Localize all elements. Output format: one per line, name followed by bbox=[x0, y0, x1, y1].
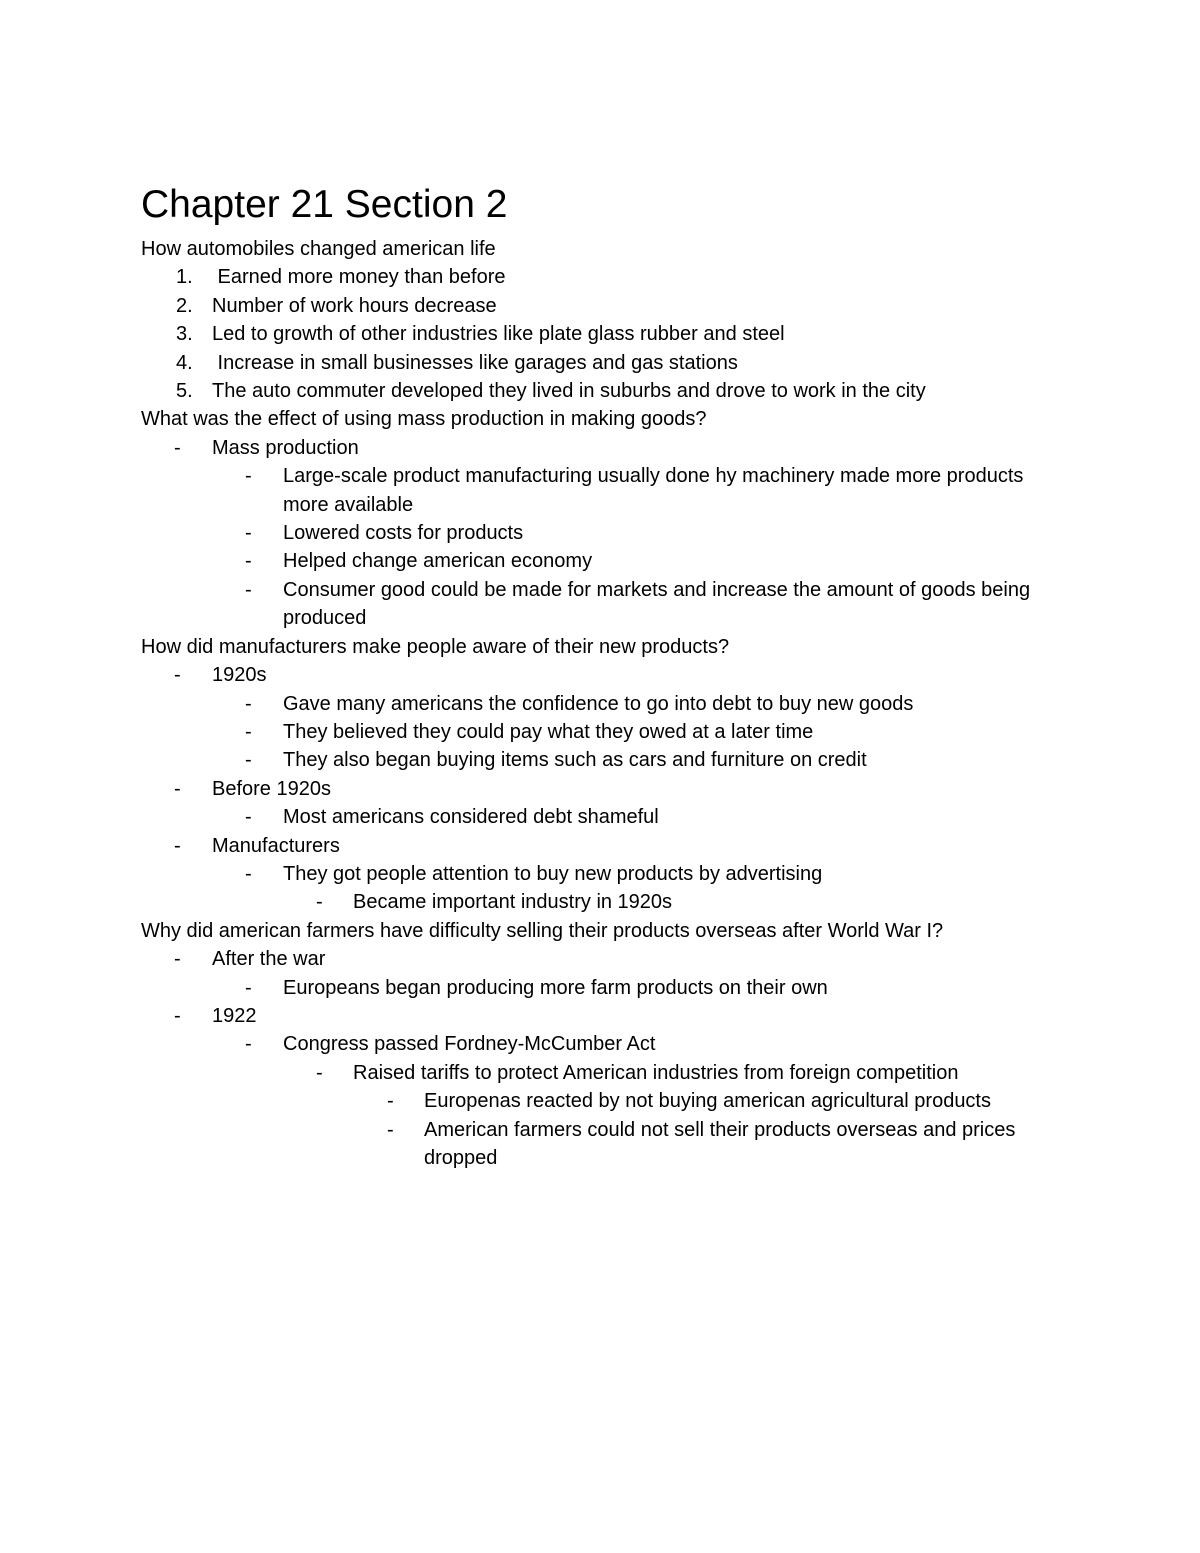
list-item-text: Manufacturers bbox=[212, 834, 340, 857]
list-number: 2. bbox=[176, 294, 193, 317]
list-item-text: They believed they could pay what they owed at a later time bbox=[283, 720, 814, 743]
bullet-dash: - bbox=[316, 1061, 323, 1084]
bullet-dash: - bbox=[245, 806, 252, 829]
list-item-text: Lowered costs for products bbox=[283, 522, 524, 545]
bullet-list-item bbox=[141, 1030, 1101, 1058]
bullet-list-item bbox=[141, 860, 1101, 888]
bullet-list-item bbox=[141, 547, 1101, 575]
list-item-text: Why did american farmers have difficulty selling their products overseas after World War I? bbox=[141, 919, 944, 942]
list-item-text: Before 1920s bbox=[212, 777, 331, 800]
bullet-list-item bbox=[141, 576, 1101, 633]
list-number: 3. bbox=[176, 323, 193, 346]
list-item-text: Consumer good could be made for markets and increase the amount of goods being produced bbox=[283, 578, 1031, 630]
bullet-dash: - bbox=[174, 436, 181, 459]
list-item-text: After the war bbox=[212, 948, 326, 971]
list-item-text: 1922 bbox=[212, 1004, 257, 1027]
bullet-list-item bbox=[141, 803, 1101, 831]
bullet-list-item bbox=[141, 832, 1101, 860]
list-item-text: How automobiles changed american life bbox=[141, 238, 496, 260]
list-item-text: The auto commuter developed they lived in suburbs and drove to work in the city bbox=[212, 380, 926, 403]
list-item-text: Mass production bbox=[212, 436, 359, 459]
bullet-dash: - bbox=[245, 720, 252, 743]
bullet-dash: - bbox=[245, 692, 252, 715]
list-item-text: Large-scale product manufacturing usually done hy machinery made more products more available bbox=[283, 465, 1024, 516]
list-item-text: Gave many americans the confidence to go into debt to buy new goods bbox=[283, 692, 914, 715]
list-item-text: They got people attention to buy new products by advertising bbox=[283, 862, 823, 885]
list-item-text: How did manufacturers make people aware of their new products? bbox=[141, 635, 730, 658]
list-number: 1. bbox=[176, 266, 193, 289]
bullet-list-item bbox=[141, 775, 1101, 803]
list-number: 5. bbox=[176, 380, 193, 403]
bullet-dash: - bbox=[174, 1004, 181, 1027]
bullet-dash: - bbox=[245, 749, 252, 772]
list-item-text: Congress passed Fordney-McCumber Act bbox=[283, 1033, 656, 1056]
list-item-text: Raised tariffs to protect American industries from foreign competition bbox=[353, 1061, 959, 1084]
list-item-text: Increase in small businesses like garages and gas stations bbox=[212, 351, 738, 374]
question-heading bbox=[141, 405, 1101, 433]
bullet-dash: - bbox=[174, 948, 181, 971]
list-number: 4. bbox=[176, 351, 193, 374]
document-page bbox=[141, 0, 1101, 1553]
bullet-list-item bbox=[141, 1087, 1101, 1115]
numbered-list-item bbox=[141, 349, 1101, 377]
bullet-dash: - bbox=[245, 976, 252, 999]
question-heading bbox=[141, 633, 1101, 661]
bullet-list-item bbox=[141, 1002, 1101, 1030]
bullet-dash: - bbox=[245, 550, 252, 573]
list-item-text: Number of work hours decrease bbox=[212, 294, 497, 317]
numbered-list-item bbox=[141, 377, 1101, 405]
bullet-list-item bbox=[141, 434, 1101, 462]
bullet-list-item bbox=[141, 690, 1101, 718]
numbered-list-item bbox=[141, 292, 1101, 320]
bullet-dash: - bbox=[245, 862, 252, 885]
bullet-list-item bbox=[141, 945, 1101, 973]
list-item-text: Most americans considered debt shameful bbox=[283, 806, 659, 829]
numbered-list-item bbox=[141, 320, 1101, 348]
bullet-dash: - bbox=[245, 1033, 252, 1056]
notes-content bbox=[141, 235, 1101, 1172]
bullet-dash: - bbox=[245, 578, 252, 601]
bullet-list-item bbox=[141, 746, 1101, 774]
list-item-text: They also began buying items such as cars and furniture on credit bbox=[283, 749, 867, 772]
list-item-text: Helped change american economy bbox=[283, 550, 593, 573]
bullet-dash: - bbox=[316, 891, 323, 914]
bullet-dash: - bbox=[174, 664, 181, 687]
list-item-text: Europeans began producing more farm products on their own bbox=[283, 976, 828, 999]
numbered-list-item bbox=[141, 263, 1101, 291]
list-item-text: Earned more money than before bbox=[212, 266, 506, 289]
bullet-dash: - bbox=[245, 522, 252, 545]
bullet-dash: - bbox=[387, 1118, 394, 1141]
bullet-list-item bbox=[141, 661, 1101, 689]
bullet-list-item bbox=[141, 1116, 1101, 1173]
bullet-list-item bbox=[141, 462, 1101, 519]
bullet-list-item bbox=[141, 718, 1101, 746]
bullet-list-item bbox=[141, 974, 1101, 1002]
page-title: Chapter 21 Section 2 bbox=[141, 183, 508, 226]
question-heading bbox=[141, 917, 1101, 945]
bullet-list-item bbox=[141, 888, 1101, 916]
bullet-dash: - bbox=[174, 834, 181, 857]
list-item-text: Led to growth of other industries like plate glass rubber and steel bbox=[212, 323, 785, 346]
bullet-list-item bbox=[141, 1059, 1101, 1087]
bullet-list-item bbox=[141, 519, 1101, 547]
list-item-text: Became important industry in 1920s bbox=[353, 891, 673, 914]
list-item-text: 1920s bbox=[212, 664, 267, 687]
list-item-text: What was the effect of using mass production in making goods? bbox=[141, 408, 707, 431]
list-item-text: Europenas reacted by not buying american agricultural products bbox=[424, 1090, 991, 1113]
bullet-dash: - bbox=[174, 777, 181, 800]
bullet-dash: - bbox=[387, 1090, 394, 1113]
bullet-dash: - bbox=[245, 465, 252, 488]
question-heading bbox=[141, 235, 1101, 263]
list-item-text: American farmers could not sell their products overseas and prices dropped bbox=[424, 1118, 1016, 1169]
